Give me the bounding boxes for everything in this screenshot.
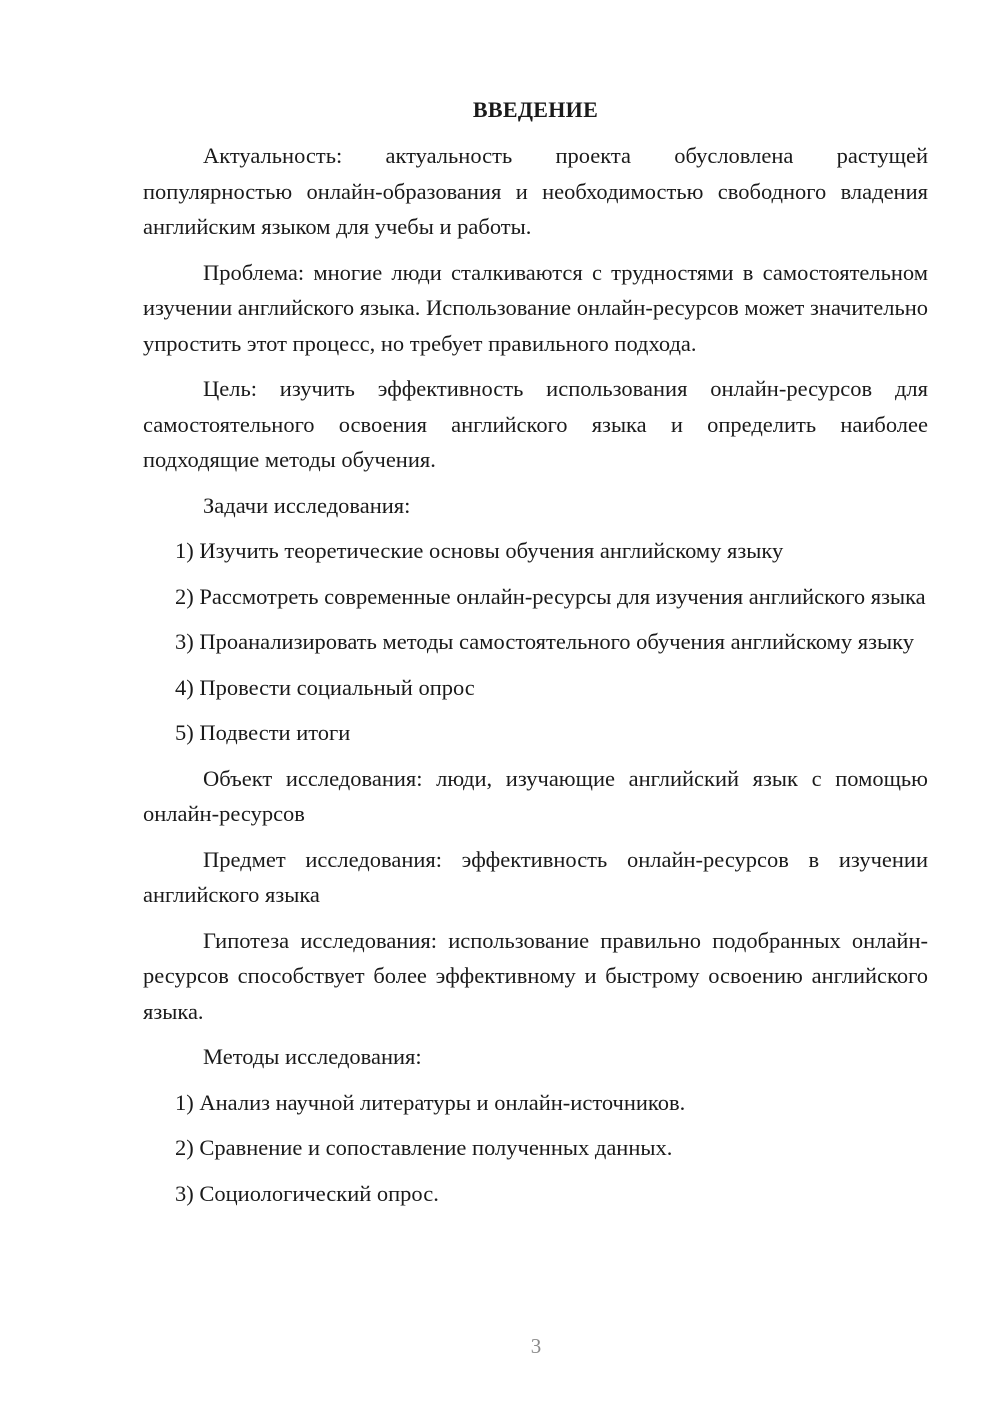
tasks-heading: Задачи исследования: [203, 492, 411, 518]
task-item: 2) Рассмотреть современные онлайн-ресурсы для изучения английского языка [175, 583, 926, 609]
method-item: 3) Социологический опрос. [175, 1180, 439, 1206]
method-item: 1) Анализ научной литературы и онлайн-источников. [175, 1089, 686, 1115]
method-item: 2) Сравнение и сопоставление полученных данных. [175, 1135, 673, 1160]
subject-paragraph: Предмет исследования: эффективность онлайн-ресурсов в изучении английского языка [143, 846, 928, 907]
object-paragraph: Объект исследования: люди, изучающие английский язык с помощью онлайн-ресурсов [143, 765, 928, 826]
methods-heading: Методы исследования: [203, 1044, 422, 1069]
hypothesis-paragraph: Гипотеза исследования: использование правильно подобранных онлайн-ресурсов способствует более эффективному и быстрому освоению английского языка. [143, 927, 928, 1024]
problem-paragraph: Проблема: многие люди сталкиваются с трудностями в самостоятельном изучении английского языка. Использование онлайн-ресурсов может значительно упростить этот процесс, но требует правильного подхода. [143, 259, 928, 356]
relevance-paragraph: Актуальность: актуальность проекта обусловлена растущей популярностью онлайн-образования и необходимостью свободного владения английским языком для учебы и работы. [143, 143, 928, 239]
page-number: 3 [530, 1334, 542, 1358]
page-content [143, 92, 928, 1221]
task-item: 3) Проанализировать методы самостоятельного обучения английскому языку [175, 629, 914, 654]
task-item: 5) Подвести итоги [175, 720, 351, 745]
page-title: ВВЕДЕНИЕ [472, 97, 599, 122]
task-item: 1) Изучить теоретические основы обучения английскому языку [175, 538, 784, 563]
goal-paragraph: Цель: изучить эффективность использования онлайн-ресурсов для самостоятельного освоения английского языка и определить наиболее подходящие методы обучения. [143, 376, 928, 472]
task-item: 4) Провести социальный опрос [175, 674, 475, 700]
